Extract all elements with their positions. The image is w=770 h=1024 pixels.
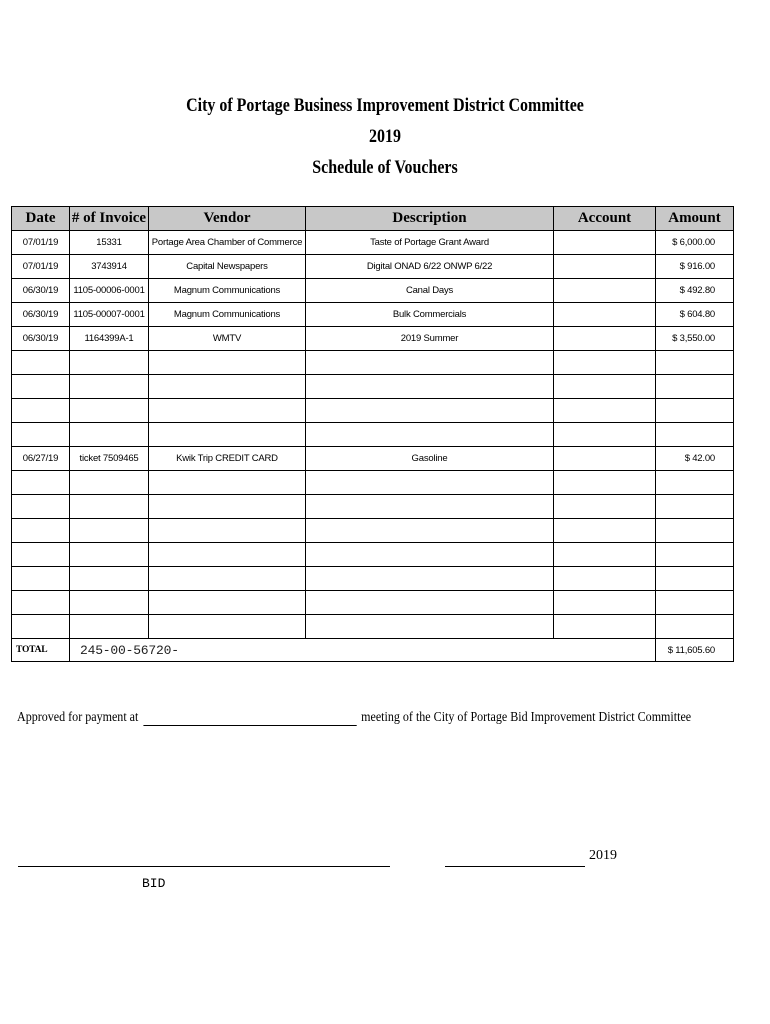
- cell-description: [306, 375, 554, 399]
- cell-amount: $ 3,550.00: [656, 327, 734, 351]
- signature-line[interactable]: [18, 866, 390, 867]
- cell-invoice: [70, 567, 149, 591]
- cell-description: [306, 567, 554, 591]
- cell-invoice: [70, 495, 149, 519]
- total-row: [12, 639, 734, 662]
- table-row: [12, 375, 734, 399]
- table-row: [12, 327, 734, 351]
- cell-invoice: 1164399A-1: [70, 327, 149, 351]
- cell-vendor: Portage Area Chamber of Commerce: [149, 231, 306, 255]
- cell-invoice: [70, 351, 149, 375]
- cell-account: [554, 495, 656, 519]
- cell-description: Canal Days: [306, 279, 554, 303]
- cell-account: [554, 591, 656, 615]
- cell-vendor: [149, 567, 306, 591]
- cell-vendor: Kwik Trip CREDIT CARD: [149, 447, 306, 471]
- cell-invoice: 1105-00007-0001: [70, 303, 149, 327]
- cell-vendor: [149, 351, 306, 375]
- cell-amount: [656, 519, 734, 543]
- cell-description: Bulk Commercials: [306, 303, 554, 327]
- date-line[interactable]: [445, 866, 585, 867]
- cell-vendor: [149, 495, 306, 519]
- cell-amount: [656, 615, 734, 639]
- column-header-date: Date: [12, 207, 70, 231]
- cell-account: [554, 279, 656, 303]
- cell-description: [306, 399, 554, 423]
- cell-invoice: 3743914: [70, 255, 149, 279]
- column-header-invoice: # of Invoice: [70, 207, 149, 231]
- cell-date: 06/30/19: [12, 279, 70, 303]
- total-amount: $ 11,605.60: [656, 639, 734, 662]
- cell-date: 06/30/19: [12, 327, 70, 351]
- cell-invoice: [70, 423, 149, 447]
- total-label: TOTAL: [12, 639, 70, 662]
- cell-amount: [656, 591, 734, 615]
- cell-amount: [656, 471, 734, 495]
- cell-date: [12, 399, 70, 423]
- column-header-account: Account: [554, 207, 656, 231]
- cell-account: [554, 567, 656, 591]
- cell-description: 2019 Summer: [306, 327, 554, 351]
- cell-description: [306, 351, 554, 375]
- table-row: [12, 423, 734, 447]
- cell-vendor: Capital Newspapers: [149, 255, 306, 279]
- cell-invoice: [70, 543, 149, 567]
- total-account-cell: [70, 639, 656, 662]
- cell-date: [12, 519, 70, 543]
- cell-account: [554, 255, 656, 279]
- total-account: 245-00-56720-: [80, 642, 179, 658]
- cell-account: [554, 375, 656, 399]
- header-subtitle: Schedule of Vouchers: [312, 157, 458, 178]
- column-header-vendor: Vendor: [149, 207, 306, 231]
- table-row: [12, 255, 734, 279]
- table-row: [12, 351, 734, 375]
- cell-date: [12, 423, 70, 447]
- table-row: [12, 495, 734, 519]
- cell-account: [554, 543, 656, 567]
- cell-invoice: [70, 399, 149, 423]
- cell-amount: $ 42.00: [656, 447, 734, 471]
- cell-amount: $ 6,000.00: [656, 231, 734, 255]
- cell-date: [12, 375, 70, 399]
- cell-account: [554, 471, 656, 495]
- cell-amount: $ 492.80: [656, 279, 734, 303]
- cell-vendor: [149, 519, 306, 543]
- cell-account: [554, 519, 656, 543]
- cell-account: [554, 399, 656, 423]
- cell-vendor: Magnum Communications: [149, 303, 306, 327]
- approval-suffix: meeting of the City of Portage Bid Improvement District Committee: [361, 710, 692, 725]
- cell-vendor: [149, 591, 306, 615]
- cell-description: [306, 423, 554, 447]
- cell-description: [306, 543, 554, 567]
- cell-description: [306, 471, 554, 495]
- cell-account: [554, 447, 656, 471]
- cell-invoice: [70, 591, 149, 615]
- cell-amount: [656, 495, 734, 519]
- table-header-row: [12, 207, 734, 231]
- cell-amount: [656, 399, 734, 423]
- cell-vendor: [149, 471, 306, 495]
- cell-date: 07/01/19: [12, 231, 70, 255]
- cell-account: [554, 351, 656, 375]
- cell-date: [12, 495, 70, 519]
- table-row: [12, 543, 734, 567]
- approval-prefix: Approved for payment at: [17, 710, 139, 725]
- column-header-amount: Amount: [656, 207, 734, 231]
- cell-vendor: [149, 399, 306, 423]
- column-header-description: Description: [306, 207, 554, 231]
- cell-date: [12, 351, 70, 375]
- cell-vendor: [149, 615, 306, 639]
- cell-vendor: [149, 375, 306, 399]
- cell-amount: $ 604.80: [656, 303, 734, 327]
- cell-vendor: Magnum Communications: [149, 279, 306, 303]
- cell-date: 06/27/19: [12, 447, 70, 471]
- cell-vendor: WMTV: [149, 327, 306, 351]
- cell-description: Taste of Portage Grant Award: [306, 231, 554, 255]
- cell-description: Gasoline: [306, 447, 554, 471]
- cell-description: [306, 615, 554, 639]
- cell-account: [554, 423, 656, 447]
- cell-description: [306, 495, 554, 519]
- approval-meeting-blank[interactable]: [143, 713, 356, 726]
- cell-date: [12, 543, 70, 567]
- cell-invoice: [70, 615, 149, 639]
- table-row: [12, 471, 734, 495]
- header-title: City of Portage Business Improvement District Committee: [186, 95, 584, 116]
- cell-invoice: [70, 471, 149, 495]
- cell-invoice: ticket 7509465: [70, 447, 149, 471]
- cell-invoice: 15331: [70, 231, 149, 255]
- cell-date: 07/01/19: [12, 255, 70, 279]
- cell-invoice: 1105-00006-0001: [70, 279, 149, 303]
- table-row: [12, 615, 734, 639]
- cell-date: 06/30/19: [12, 303, 70, 327]
- cell-description: [306, 519, 554, 543]
- cell-vendor: [149, 423, 306, 447]
- table-row: [12, 447, 734, 471]
- cell-amount: [656, 375, 734, 399]
- table-row: [12, 591, 734, 615]
- cell-description: Digital ONAD 6/22 ONWP 6/22: [306, 255, 554, 279]
- table-row: [12, 279, 734, 303]
- cell-account: [554, 231, 656, 255]
- approval-line: [17, 710, 691, 726]
- table-row: [12, 231, 734, 255]
- cell-date: [12, 567, 70, 591]
- cell-account: [554, 327, 656, 351]
- cell-amount: $ 916.00: [656, 255, 734, 279]
- cell-invoice: [70, 375, 149, 399]
- signature-label: BID: [142, 876, 166, 891]
- cell-invoice: [70, 519, 149, 543]
- cell-account: [554, 615, 656, 639]
- cell-amount: [656, 543, 734, 567]
- cell-date: [12, 471, 70, 495]
- cell-vendor: [149, 543, 306, 567]
- signature-year: 2019: [589, 848, 617, 863]
- vouchers-table: [11, 206, 734, 662]
- cell-amount: [656, 423, 734, 447]
- cell-date: [12, 615, 70, 639]
- cell-account: [554, 303, 656, 327]
- table-row: [12, 399, 734, 423]
- cell-description: [306, 591, 554, 615]
- cell-amount: [656, 351, 734, 375]
- cell-date: [12, 591, 70, 615]
- table-row: [12, 303, 734, 327]
- cell-amount: [656, 567, 734, 591]
- header-year: 2019: [369, 126, 401, 147]
- table-row: [12, 567, 734, 591]
- table-row: [12, 519, 734, 543]
